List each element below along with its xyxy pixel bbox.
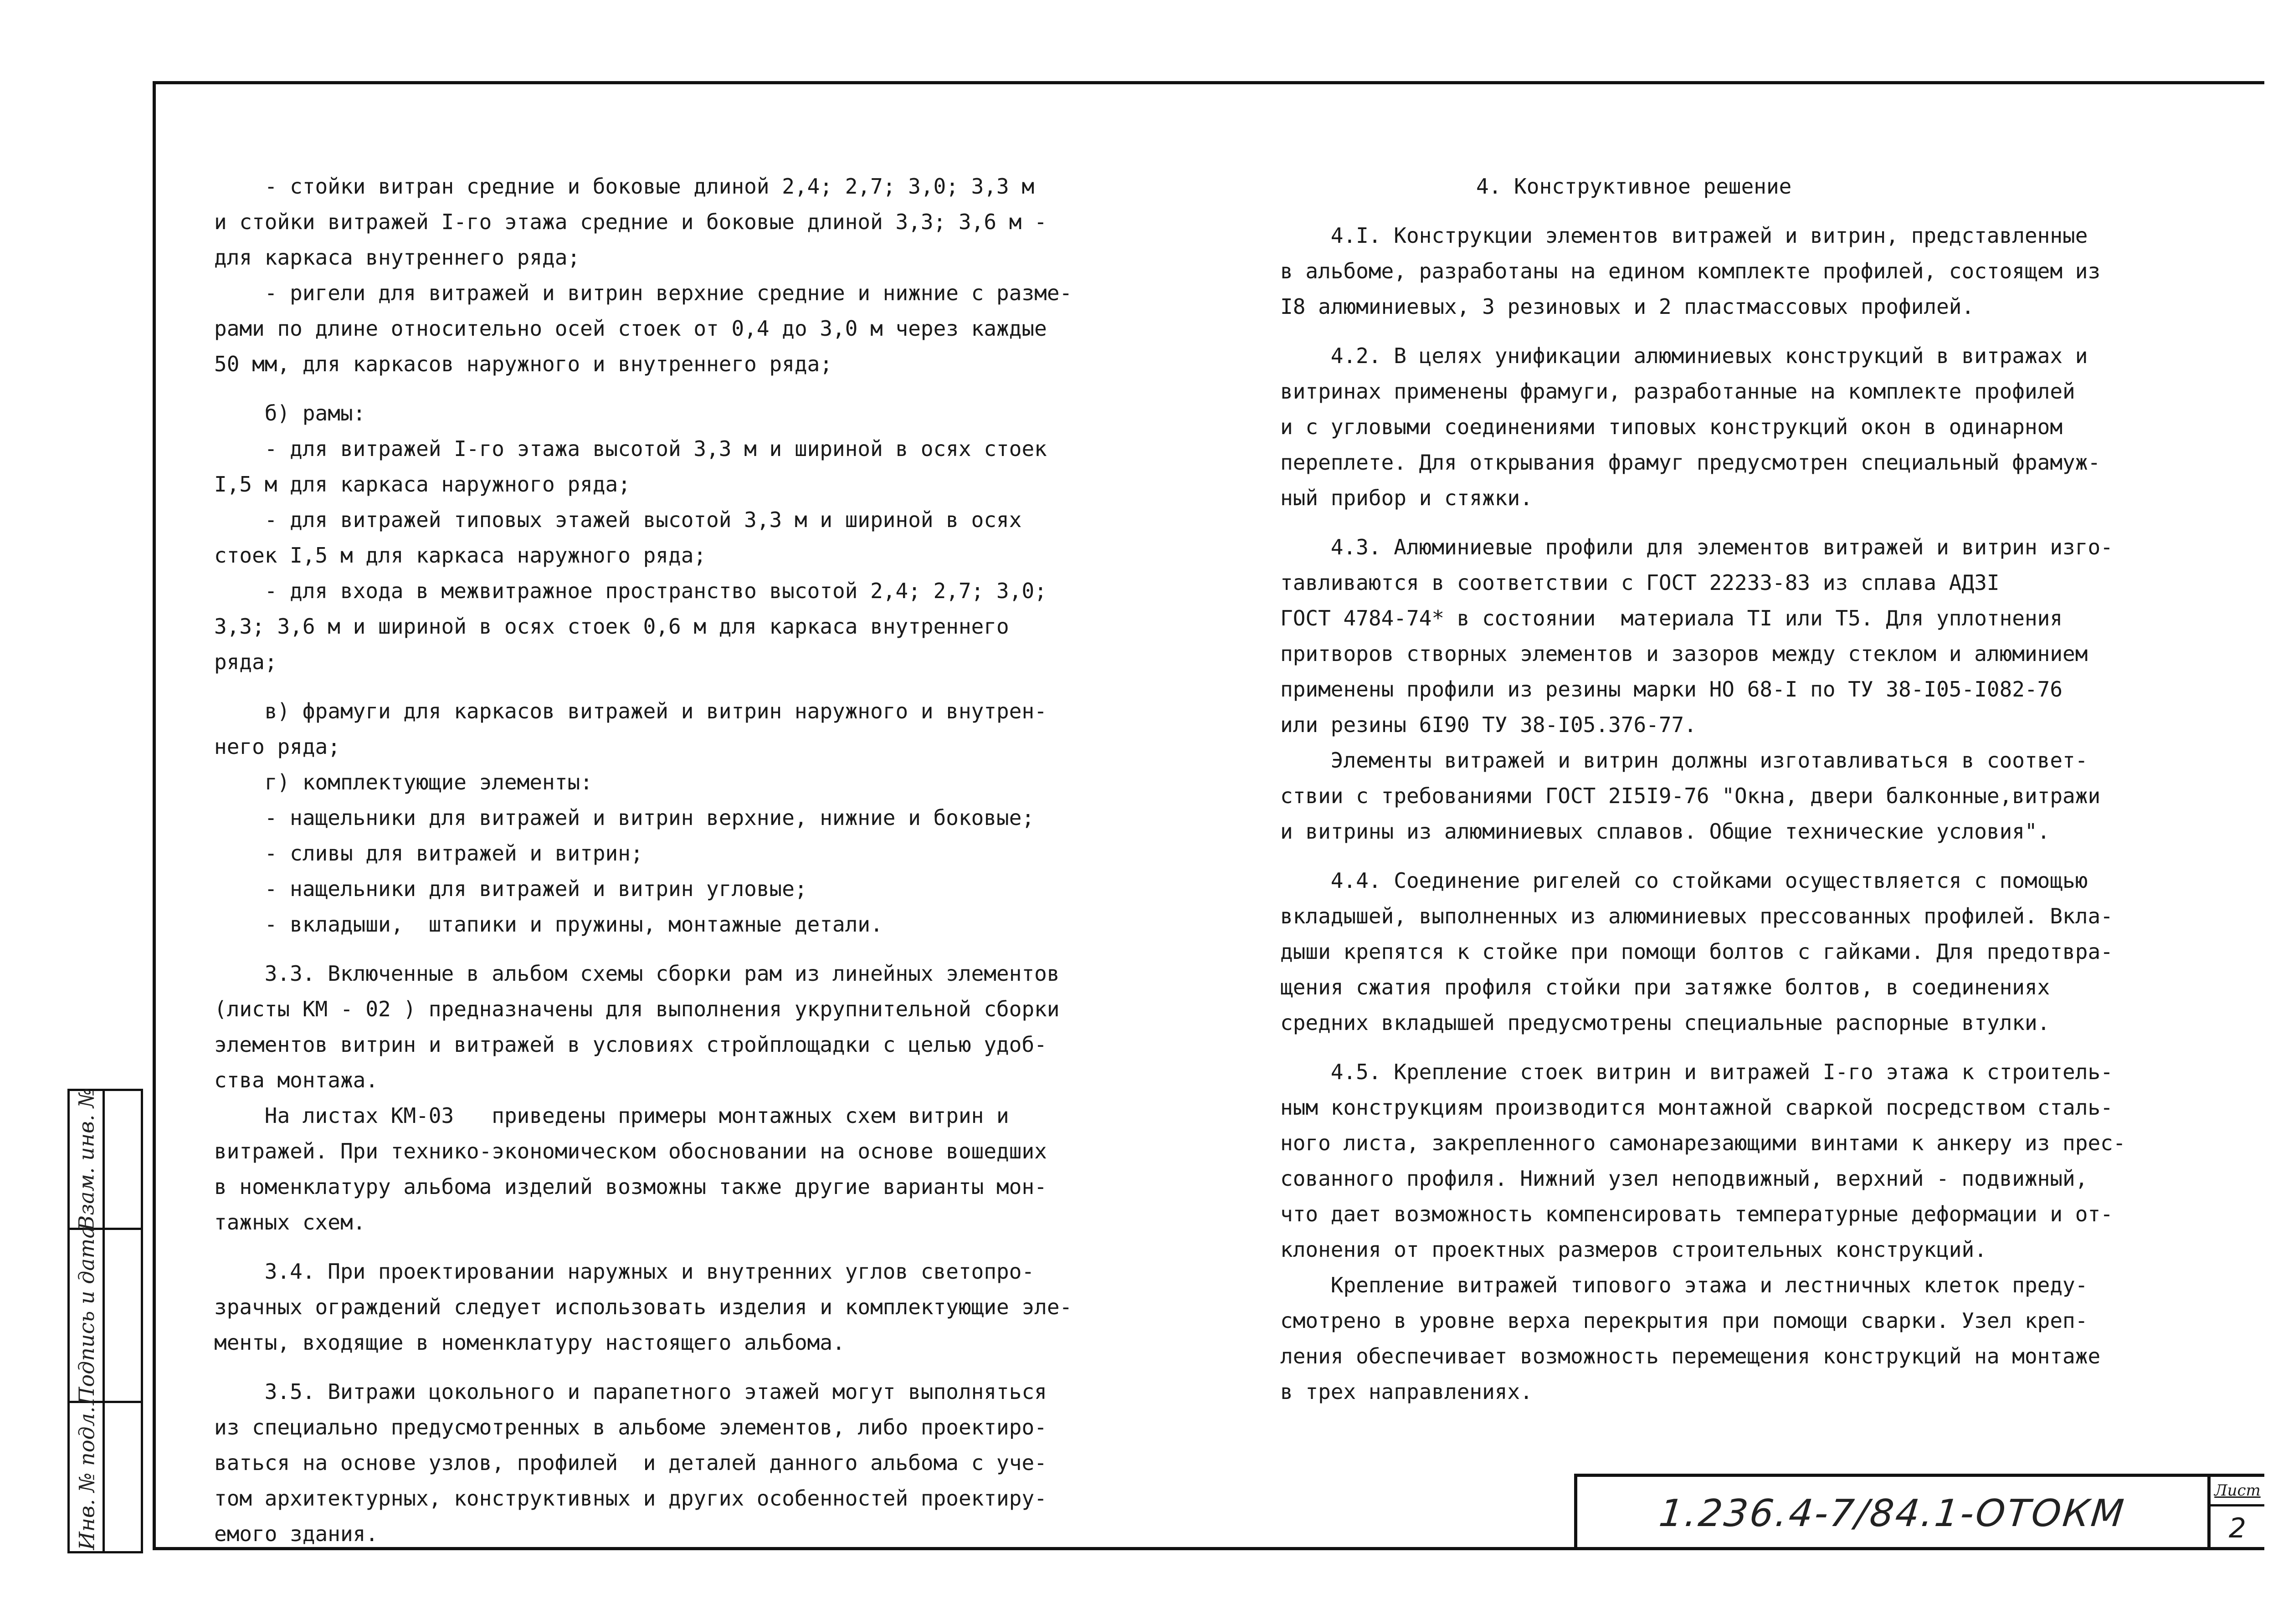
text-line: притворов створных элементов и зазоров между стеклом и алюминием bbox=[1280, 641, 2088, 666]
right-text-column bbox=[1280, 169, 2210, 1409]
text-line: 3.4. При проектировании наружных и внутренних углов светопро- bbox=[214, 1259, 1035, 1284]
text-line: - для входа в межвитражное пространство высотой 2,4; 2,7; 3,0; bbox=[214, 579, 1047, 603]
text-line: ГОСТ 4784-74* в состоянии материала TI или T5. Для уплотнения bbox=[1280, 606, 2063, 630]
text-line: - нащельники для витражей и витрин угловые; bbox=[214, 876, 807, 901]
text-line: тавливаются в соответствии с ГОСТ 22233-83 из сплава АДЗI bbox=[1280, 570, 2000, 595]
text-line: 4.5. Крепление стоек витрин и витражей I-го этажа к строитель- bbox=[1280, 1060, 2113, 1084]
text-line: вкладышей, выполненных из алюминиевых прессованных профилей. Вкла- bbox=[1280, 904, 2113, 928]
text-line: и стойки витражей I-го этажа средние и боковые длиной 3,3; 3,6 м - bbox=[214, 210, 1047, 234]
stamp-divider bbox=[103, 1091, 105, 1551]
text-line: или резины 6I90 ТУ 38-I05.376-77. bbox=[1280, 712, 1697, 737]
text-line: ным конструкциям производится монтажной сваркой посредством сталь- bbox=[1280, 1095, 2113, 1120]
text-line: На листах КМ-03 приведены примеры монтажных схем витрин и bbox=[214, 1103, 1009, 1128]
text-line: I8 алюминиевых, 3 резиновых и 2 пластмассовых профилей. bbox=[1280, 294, 1975, 319]
text-line: 3.5. Витражи цокольного и парапетного этажей могут выполняться bbox=[214, 1379, 1047, 1404]
text-line: элементов витрин и витражей в условиях стройплощадки с целью удоб- bbox=[214, 1032, 1047, 1057]
text-line: смотрено в уровне верха перекрытия при помощи сварки. Узел креп- bbox=[1280, 1308, 2088, 1333]
text-line: ваться на основе узлов, профилей и деталей данного альбома с уче- bbox=[214, 1450, 1047, 1475]
text-line: щения сжатия профиля стойки при затяжке болтов, в соединениях bbox=[1280, 975, 2050, 999]
text-line: 4.3. Алюминиевые профили для элементов витражей и витрин изго- bbox=[1280, 535, 2113, 559]
text-line: - нащельники для витражей и витрин верхние, нижние и боковые; bbox=[214, 805, 1035, 830]
text-line: - вкладыши, штапики и пружины, монтажные детали. bbox=[214, 912, 883, 937]
text-line: что дает возможность компенсировать температурные деформации и от- bbox=[1280, 1202, 2113, 1226]
text-line: дыши крепятся к стойке при помощи болтов с гайками. Для предотвра- bbox=[1280, 939, 2113, 964]
stamp-label-signature-date: Подпись и дата bbox=[74, 1225, 99, 1405]
stamp-field bbox=[72, 1225, 102, 1405]
text-line: 4.2. В целях унификации алюминиевых конструкций в витражах и bbox=[1280, 343, 2088, 368]
text-line: ления обеспечивает возможность перемещения конструкций на монтаже bbox=[1280, 1344, 2101, 1368]
sheet-number: 2 bbox=[2228, 1512, 2247, 1544]
side-stamp bbox=[67, 1089, 143, 1553]
text-line: него ряда; bbox=[214, 734, 340, 759]
text-line: 4.I. Конструкции элементов витражей и витрин, представленные bbox=[1280, 223, 2088, 248]
text-line: переплете. Для открывания фрамуг предусмотрен специальный фрамуж- bbox=[1280, 450, 2101, 475]
text-line: емого здания. bbox=[214, 1522, 379, 1546]
sheet-box bbox=[2207, 1474, 2264, 1550]
text-line: (листы КМ - 02 ) предназначены для выполнения укрупнительной сборки bbox=[214, 997, 1060, 1021]
text-line: 3,3; 3,6 м и шириной в осях стоек 0,6 м для каркаса внутреннего bbox=[214, 614, 1009, 639]
text-line: Элементы витражей и витрин должны изготавливаться в соответ- bbox=[1280, 748, 2088, 773]
text-line: клонения от проектных размеров строительных конструкций. bbox=[1280, 1237, 1987, 1262]
text-line: для каркаса внутреннего ряда; bbox=[214, 245, 580, 270]
text-line: 50 мм, для каркасов наружного и внутреннего ряда; bbox=[214, 352, 833, 376]
text-line: - для витражей I-го этажа высотой 3,3 м и шириной в осях стоек bbox=[214, 436, 1047, 461]
text-line: и с угловыми соединениями типовых конструкций окон в одинарном bbox=[1280, 415, 2063, 439]
stamp-field bbox=[72, 1088, 102, 1231]
stamp-label-original-inv: Инв. № подл. bbox=[74, 1406, 99, 1550]
text-line: и витрины из алюминиевых сплавов. Общие технические условия". bbox=[1280, 819, 2050, 844]
text-line: 4.4. Соединение ригелей со стойками осуществляется с помощью bbox=[1280, 868, 2088, 893]
text-line: тажных схем. bbox=[214, 1210, 366, 1235]
text-line: - сливы для витражей и витрин; bbox=[214, 841, 643, 866]
text-line: из специально предусмотренных в альбоме элементов, либо проектиро- bbox=[214, 1415, 1047, 1440]
text-line: Крепление витражей типового этажа и лестничных клеток преду- bbox=[1280, 1273, 2088, 1297]
text-line: рами по длине относительно осей стоек от 0,4 до 3,0 м через каждые bbox=[214, 316, 1047, 341]
text-line: б) рамы: bbox=[214, 401, 366, 425]
sheet-label: Лист bbox=[2211, 1477, 2264, 1506]
text-line: ства монтажа. bbox=[214, 1068, 379, 1092]
text-line: - стойки витран средние и боковые длиной 2,4; 2,7; 3,0; 3,3 м bbox=[214, 174, 1035, 199]
left-text-column bbox=[214, 169, 1198, 1552]
text-line: применены профили из резины марки НО 68-I по ТУ 38-I05-I082-76 bbox=[1280, 677, 2063, 702]
text-line: том архитектурных, конструктивных и других особенностей проектиру- bbox=[214, 1486, 1047, 1511]
text-line: ный прибор и стяжки. bbox=[1280, 486, 1533, 510]
text-line: г) комплектующие элементы: bbox=[214, 770, 593, 794]
document-code: 1.236.4-7/84.1-ОТОКМ bbox=[1657, 1492, 2128, 1535]
text-line: в трех направлениях. bbox=[1280, 1379, 1533, 1404]
text-line: - для витражей типовых этажей высотой 3,3 м и шириной в осях bbox=[214, 507, 1022, 532]
text-line: витражей. При технико-экономическом обосновании на основе вошедших bbox=[214, 1139, 1047, 1163]
text-line: средних вкладышей предусмотрены специальные распорные втулки. bbox=[1280, 1010, 2050, 1035]
text-line: стоек I,5 м для каркаса наружного ряда; bbox=[214, 543, 707, 568]
stamp-field bbox=[72, 1403, 102, 1553]
text-line: зрачных ограждений следует использовать изделия и комплектующие эле- bbox=[214, 1295, 1072, 1319]
text-line: в альбоме, разработаны на едином комплекте профилей, состоящем из bbox=[1280, 259, 2101, 283]
text-line: витринах применены фрамуги, разработанные на комплекте профилей bbox=[1280, 379, 2075, 404]
text-line: ствии с требованиями ГОСТ 2I5I9-76 "Окна, двери балконные,витражи bbox=[1280, 784, 2101, 808]
text-line: - ригели для витражей и витрин верхние средние и нижние с разме- bbox=[214, 281, 1072, 305]
text-line: в) фрамуги для каркасов витражей и витрин наружного и внутрен- bbox=[214, 699, 1047, 723]
text-line: сованного профиля. Нижний узел неподвижный, верхний - подвижный, bbox=[1280, 1166, 2088, 1191]
stamp-label-replacement-inv: Взам. инв. № bbox=[74, 1088, 99, 1231]
text-line: 3.3. Включенные в альбом схемы сборки рам из линейных элементов bbox=[214, 961, 1060, 986]
section-heading: 4. Конструктивное решение bbox=[1476, 174, 1792, 199]
text-line: в номенклатуру альбома изделий возможны также другие варианты мон- bbox=[214, 1174, 1047, 1199]
text-line: ного листа, закрепленного самонарезающими винтами к анкеру из прес- bbox=[1280, 1131, 2126, 1155]
title-block bbox=[1574, 1474, 2207, 1550]
text-line: I,5 м для каркаса наружного ряда; bbox=[214, 472, 631, 497]
text-line: ряда; bbox=[214, 650, 277, 674]
text-line: менты, входящие в номенклатуру настоящего альбома. bbox=[214, 1330, 845, 1355]
